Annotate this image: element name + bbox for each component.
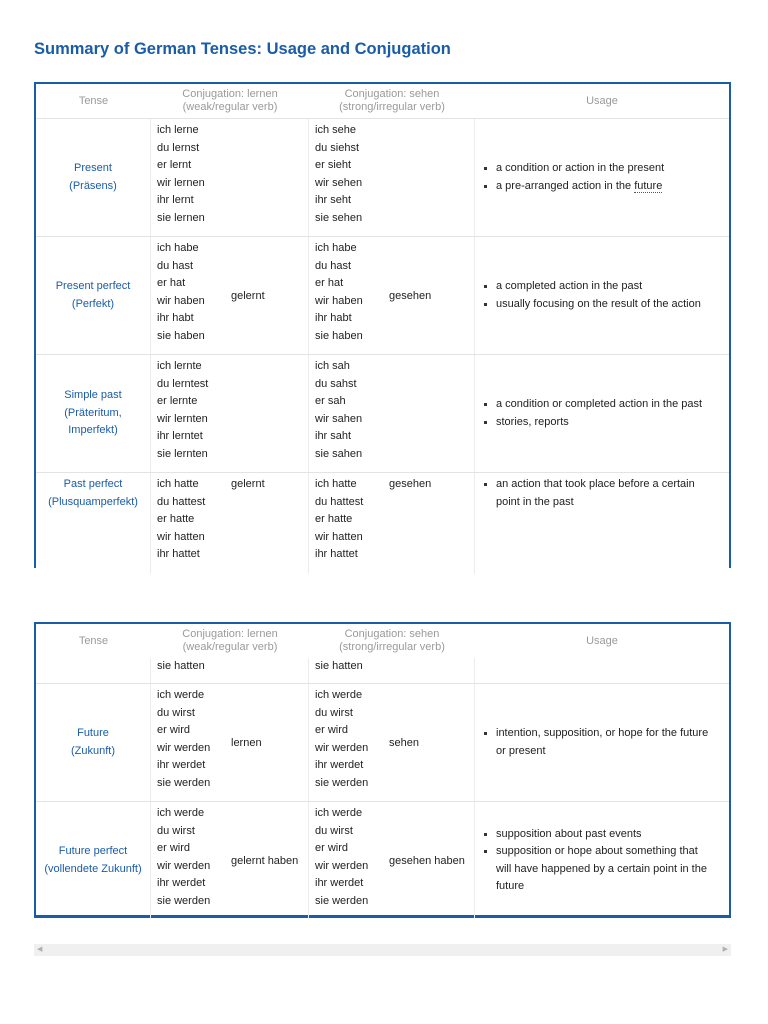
header-lernen: Conjugation: lernen (weak/regular verb)	[182, 88, 278, 113]
table-header	[36, 624, 729, 658]
lernen-conjugation: ich lerne du lernst er lernt wir lernen ihr lernt sie lernen	[151, 119, 309, 236]
usage-cell: a completed action in the past usually focusing on the result of the action	[475, 237, 729, 354]
participle: gelernt	[231, 289, 265, 302]
horizontal-scrollbar[interactable]	[34, 944, 731, 956]
usage-cell: a condition or completed action in the past stories, reports	[475, 355, 729, 472]
table-header	[36, 84, 729, 119]
sehen-conjugation: ich werde du wirst er wird wir werden ihr werdet sie werden sehen	[309, 684, 475, 801]
arrow-left-icon[interactable]: ◀	[37, 946, 43, 953]
usage-cell: a condition or action in the present a pre-arranged action in the future	[475, 119, 729, 236]
sehen-conjugation: sie hatten	[309, 658, 475, 683]
sehen-conjugation: ich werde du wirst er wird wir werden ihr werdet sie werden gesehen haben	[309, 802, 475, 919]
participle: gelernt	[231, 478, 265, 490]
sehen-conjugation: ich sah du sahst er sah wir sahen ihr saht sie sahen	[309, 355, 475, 472]
tense-name-empty	[36, 658, 151, 683]
lernen-conjugation: ich lernte du lerntest er lernte wir lernten ihr lerntet sie lernten	[151, 355, 309, 472]
tense-name: Simple past (Präteritum, Imperfekt)	[36, 355, 151, 472]
sehen-conjugation: ich hatte du hattest er hatte wir hatten ihr hattet gesehen	[309, 473, 475, 574]
table-row-simple-past	[36, 355, 729, 473]
header-sehen: Conjugation: sehen (strong/irregular verb)	[339, 88, 445, 113]
header-usage: Usage	[586, 634, 618, 647]
header-sehen: Conjugation: sehen (strong/irregular verb)	[339, 628, 445, 653]
participle: gelernt haben	[231, 854, 299, 867]
infinitive: sehen	[389, 736, 419, 749]
tense-table-part-2	[34, 622, 731, 918]
table-row-present-perfect	[36, 237, 729, 355]
future-link[interactable]: future	[634, 179, 663, 192]
participle: gesehen	[389, 289, 432, 302]
tense-name: Future (Zukunft)	[36, 684, 151, 801]
lernen-conjugation: ich habe du hast er hat wir haben ihr habt sie haben gelernt	[151, 237, 309, 354]
table-row-past-perfect	[36, 473, 729, 574]
lernen-conjugation: ich werde du wirst er wird wir werden ihr werdet sie werden gelernt haben	[151, 802, 309, 919]
arrow-right-icon[interactable]: ▶	[722, 946, 728, 953]
tense-name: Present perfect (Perfekt)	[36, 237, 151, 354]
header-usage: Usage	[586, 94, 618, 107]
table-row-future-perfect	[36, 802, 729, 919]
table-row-future	[36, 684, 729, 802]
page-title: Summary of German Tenses: Usage and Conjugation	[34, 40, 451, 58]
participle: gesehen	[389, 478, 432, 490]
usage-cell: an action that took place before a certain point in the past	[475, 473, 729, 574]
sehen-conjugation: ich habe du hast er hat wir haben ihr habt sie haben gesehen	[309, 237, 475, 354]
participle: gesehen haben	[389, 854, 465, 867]
usage-cell: intention, supposition, or hope for the future or present	[475, 684, 729, 801]
lernen-conjugation: ich werde du wirst er wird wir werden ihr werdet sie werden lernen	[151, 684, 309, 801]
infinitive: lernen	[231, 736, 262, 749]
header-tense: Tense	[78, 634, 109, 647]
header-lernen: Conjugation: lernen (weak/regular verb)	[182, 628, 278, 653]
tense-name: Past perfect (Plusquamperfekt)	[36, 473, 151, 574]
tense-table-part-1	[34, 82, 731, 568]
sehen-conjugation: ich sehe du siehst er sieht wir sehen ihr seht sie sehen	[309, 119, 475, 236]
table-row-present	[36, 119, 729, 237]
usage-cell: supposition about past events supposition or hope about something that will have happened by a certain point in the future	[475, 802, 729, 919]
lernen-conjugation: ich hatte du hattest er hatte wir hatten ihr hattet gelernt	[151, 473, 309, 574]
tense-name: Future perfect (vollendete Zukunft)	[36, 802, 151, 919]
tense-name: Present (Präsens)	[36, 119, 151, 236]
header-tense: Tense	[78, 94, 109, 107]
lernen-conjugation: sie hatten	[151, 658, 309, 683]
table-row-past-perfect-cont	[36, 658, 729, 684]
usage-cell	[475, 658, 729, 683]
